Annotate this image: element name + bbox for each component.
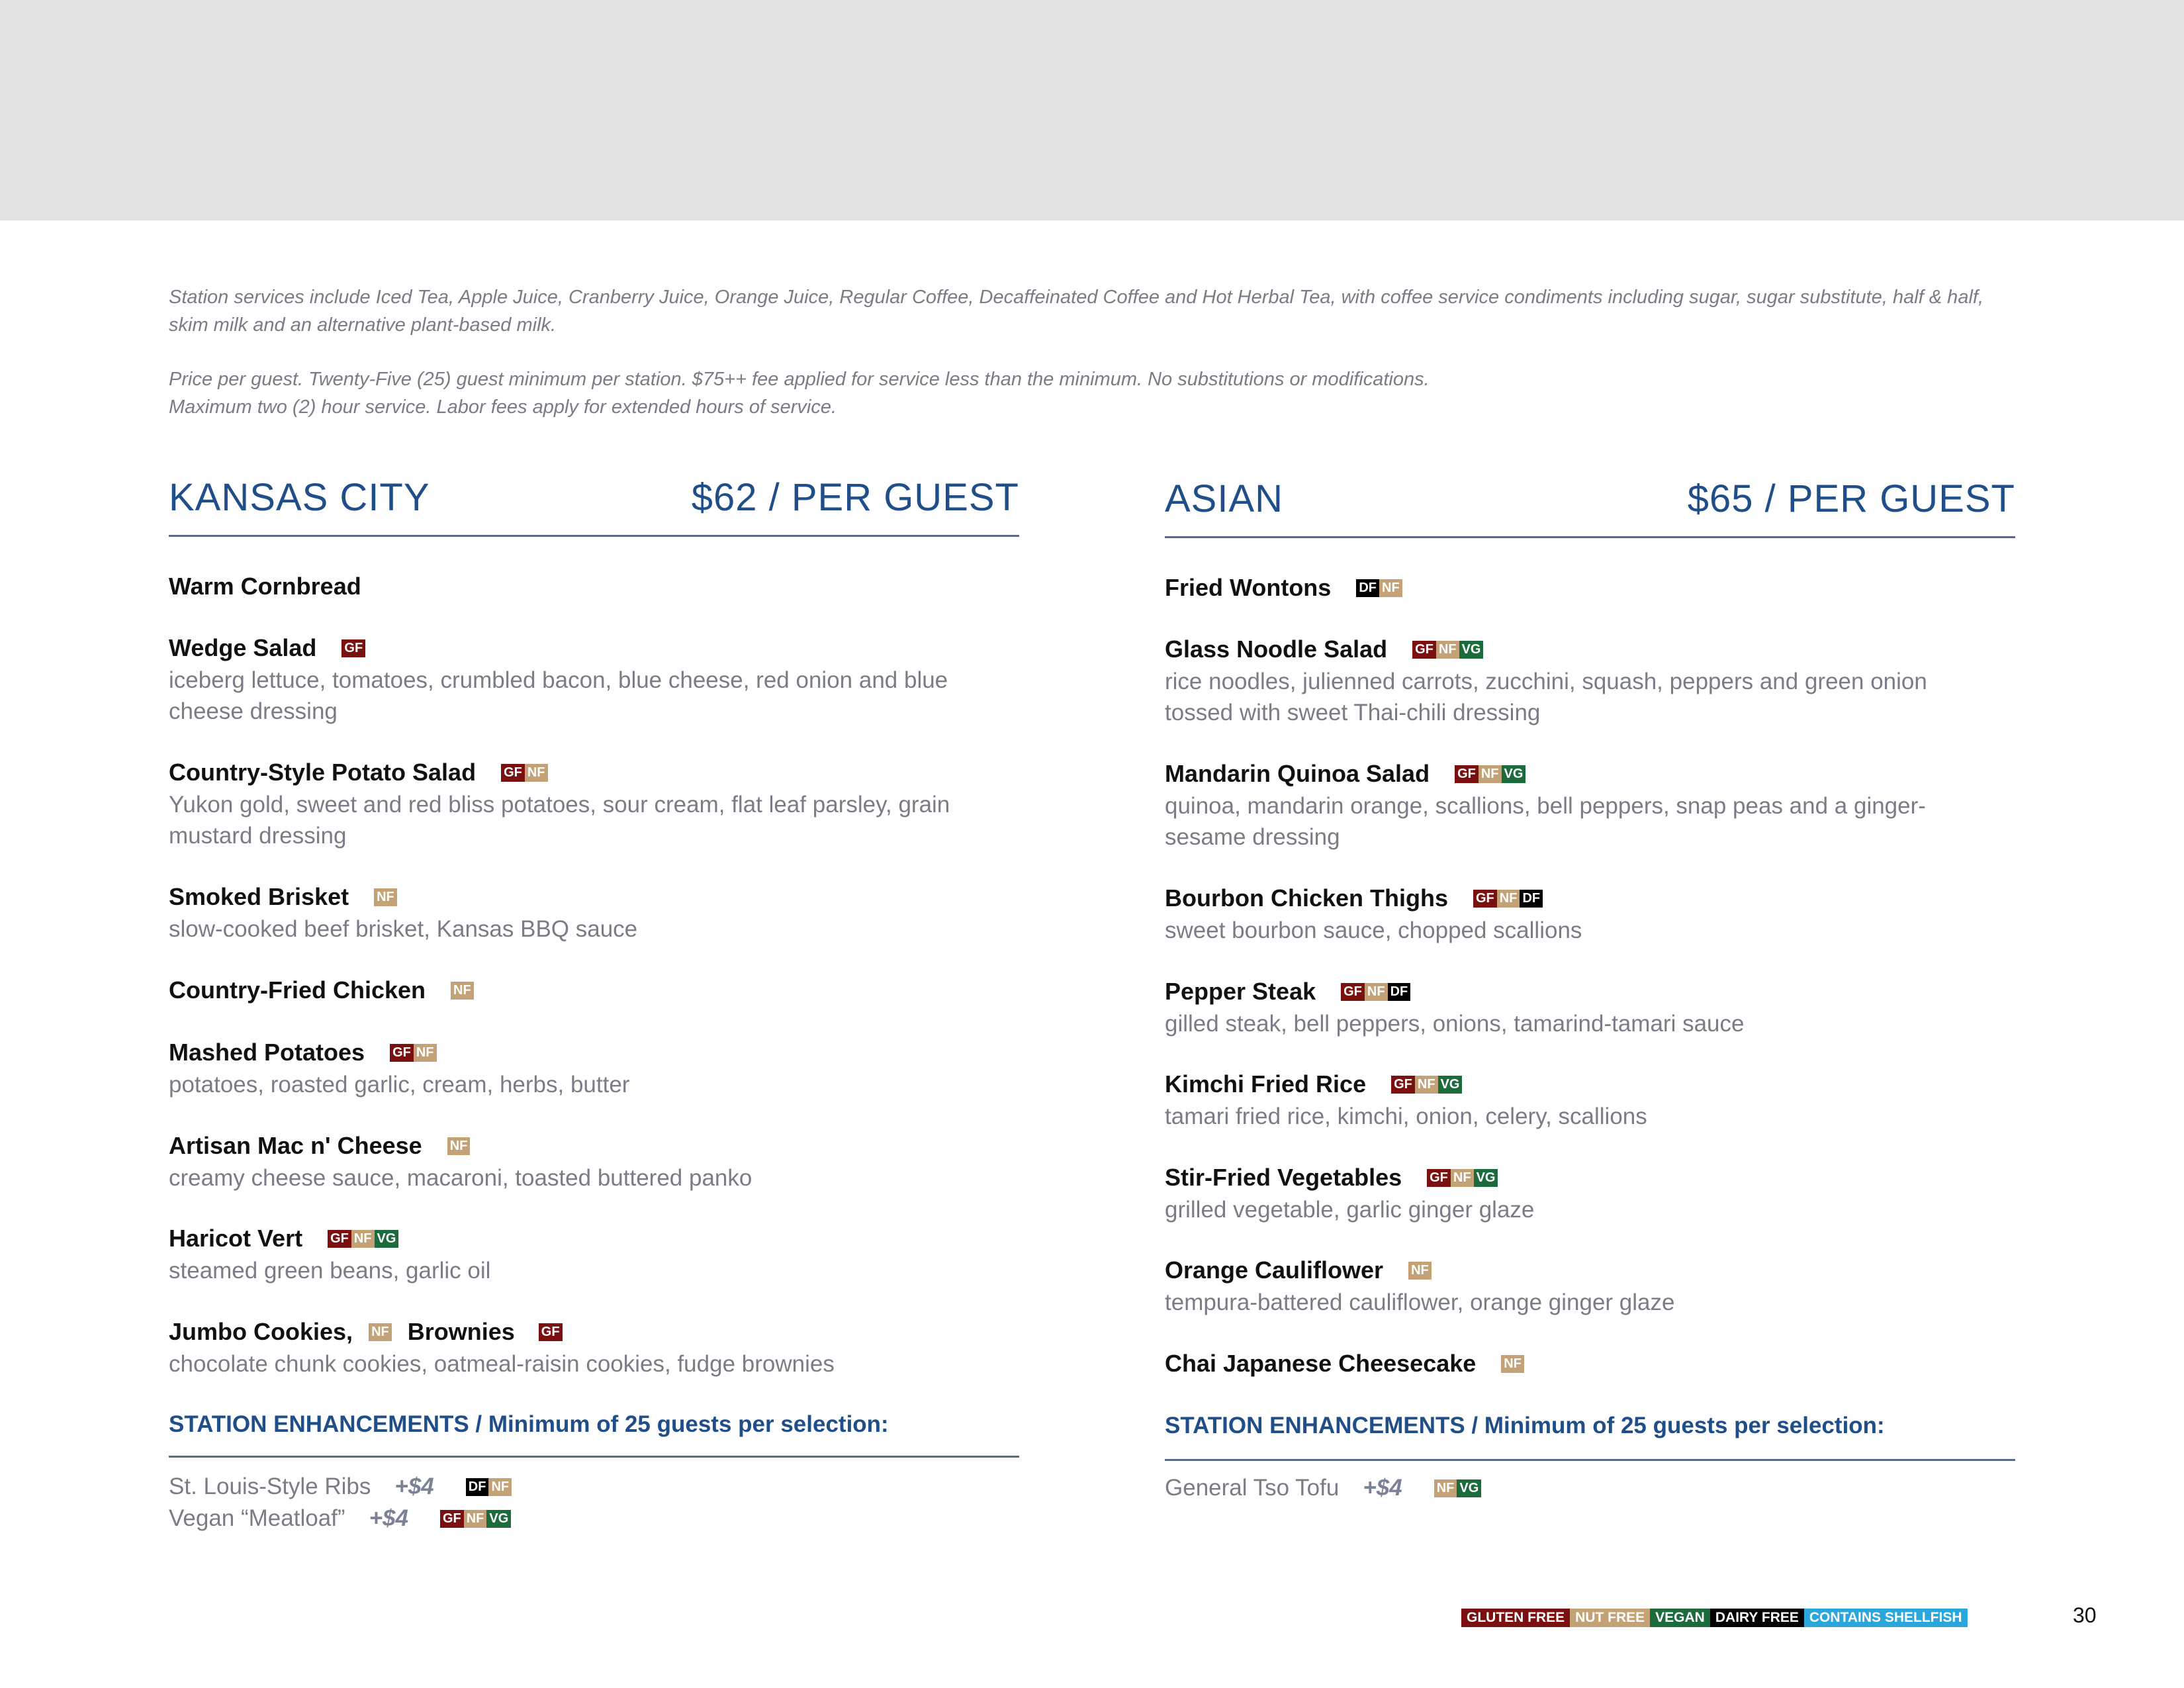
enhancement-name: St. Louis-Style Ribs — [169, 1474, 371, 1499]
nut-free-badge: NF — [414, 1044, 437, 1062]
menu-item-description: potatoes, roasted garlic, cream, herbs, butter — [169, 1072, 630, 1098]
legend-contains-shellfish: CONTAINS SHELLFISH — [1804, 1609, 1968, 1627]
kansas-city-header — [169, 471, 1019, 544]
dietary-badges — [1356, 579, 1402, 597]
station-services-text: Station services include Iced Tea, Apple Juice, Cranberry Juice, Orange Juice, Regular Coffee, Decaffeinated Coffee and Hot Herbal Tea, with coffee service condiments including sugar, sugar substitute, half & half, skim milk and an alternative plant-based milk. — [169, 287, 1984, 336]
menu-item-name: Pepper Steak — [1165, 978, 1316, 1005]
menu-item — [169, 756, 1019, 851]
dairy-free-badge: DF — [1356, 579, 1379, 597]
gluten-free-badge: GF — [1412, 641, 1436, 659]
menu-item-description: Yukon gold, sweet and red bliss potatoes, sour cream, flat leaf parsley, grain mustard dressing — [169, 792, 950, 849]
dietary-badges — [501, 764, 547, 782]
asian-station — [1165, 0, 2015, 1688]
menu-item-description: steamed green beans, garlic oil — [169, 1258, 491, 1284]
menu-item-name-secondary: Brownies — [407, 1318, 515, 1345]
header-divider — [1165, 536, 2015, 538]
gluten-free-badge: GF — [390, 1044, 414, 1062]
menu-item — [169, 1129, 1019, 1194]
legend-vegan: VEGAN — [1650, 1609, 1710, 1627]
menu-item-description: gilled steak, bell peppers, onions, tamarind-tamari sauce — [1165, 1011, 1745, 1037]
nut-free-badge: NF — [1451, 1169, 1474, 1187]
nut-free-badge: NF — [488, 1478, 512, 1496]
menu-item — [1165, 1068, 2015, 1132]
vegan-badge: VG — [1457, 1479, 1481, 1497]
menu-item-name: Warm Cornbread — [169, 573, 361, 600]
station-title: KANSAS CITY — [169, 476, 430, 519]
menu-item-name: Haricot Vert — [169, 1225, 303, 1252]
nut-free-badge: NF — [1436, 641, 1459, 659]
kansas-city-station — [169, 0, 1019, 1688]
asian-header — [1165, 473, 2015, 545]
enhancement-item — [169, 1503, 511, 1534]
gluten-free-badge: GF — [1427, 1169, 1451, 1187]
nut-free-badge: NF — [464, 1510, 487, 1528]
menu-item-name: Mandarin Quinoa Salad — [1165, 760, 1430, 787]
legend-gluten-free: GLUTEN FREE — [1461, 1609, 1570, 1627]
menu-item — [169, 1036, 1019, 1100]
dietary-badges — [466, 1478, 512, 1496]
gluten-free-badge: GF — [328, 1230, 351, 1248]
menu-item — [1165, 1347, 2015, 1380]
menu-item-name: Stir-Fried Vegetables — [1165, 1164, 1402, 1191]
nut-free-badge: NF — [1365, 983, 1388, 1001]
enhancements-title: STATION ENHANCEMENTS / Minimum of 25 guests per selection: — [169, 1411, 889, 1437]
menu-item-description: tempura-battered cauliflower, orange ginger glaze — [1165, 1289, 1675, 1315]
pricing-line-2: Maximum two (2) hour service. Labor fees apply for extended hours of service. — [169, 397, 837, 418]
menu-item-name: Wedge Salad — [169, 634, 317, 661]
nut-free-badge: NF — [1415, 1076, 1438, 1094]
menu-item-description: sweet bourbon sauce, chopped scallions — [1165, 917, 1582, 943]
enhancement-price: +$4 — [1363, 1475, 1402, 1501]
nut-free-badge: NF — [1501, 1355, 1524, 1373]
menu-item-name: Country-Style Potato Salad — [169, 759, 477, 786]
dietary-badges — [390, 1044, 436, 1062]
enhancement-name: Vegan “Meatloaf” — [169, 1505, 345, 1531]
dietary-badges — [1341, 983, 1410, 1001]
nut-free-badge: NF — [1434, 1479, 1457, 1497]
menu-item-name: Glass Noodle Salad — [1165, 635, 1388, 663]
dietary-badges — [369, 1323, 392, 1341]
vegan-badge: VG — [1459, 641, 1484, 659]
header-divider — [169, 535, 1019, 537]
menu-item-description: quinoa, mandarin orange, scallions, bell peppers, snap peas and a ginger-sesame dressing — [1165, 793, 1926, 850]
menu-item — [169, 632, 1019, 727]
enhancement-name: General Tso Tofu — [1165, 1475, 1340, 1501]
gluten-free-badge: GF — [440, 1510, 464, 1528]
dietary-badges — [1391, 1076, 1462, 1094]
nut-free-badge: NF — [374, 888, 397, 906]
menu-item-name: Fried Wontons — [1165, 574, 1332, 601]
gluten-free-badge: GF — [1391, 1076, 1415, 1094]
dietary-badges — [1501, 1355, 1524, 1373]
dairy-free-badge: DF — [466, 1478, 489, 1496]
enhancement-price: +$4 — [394, 1474, 434, 1499]
menu-item — [1165, 757, 2015, 853]
menu-item-description: slow-cooked beef brisket, Kansas BBQ sauce — [169, 916, 638, 942]
menu-item-description: grilled vegetable, garlic ginger glaze — [1165, 1197, 1535, 1223]
vegan-badge: VG — [1502, 765, 1526, 783]
dietary-badges — [1434, 1479, 1482, 1497]
nut-free-badge: NF — [351, 1230, 375, 1248]
menu-item — [1165, 633, 2015, 728]
page-number: 30 — [2073, 1603, 2097, 1627]
enhancement-price: +$4 — [369, 1505, 408, 1531]
vegan-badge: VG — [375, 1230, 399, 1248]
enhancement-item — [169, 1471, 512, 1503]
dietary-badges — [447, 1137, 471, 1155]
dairy-free-badge: DF — [1388, 983, 1411, 1001]
menu-item-name: Jumbo Cookies, — [169, 1318, 353, 1345]
nut-free-badge: NF — [369, 1323, 392, 1341]
menu-item — [1165, 1161, 2015, 1225]
gluten-free-badge: GF — [341, 639, 365, 657]
menu-item-description: chocolate chunk cookies, oatmeal-raisin cookies, fudge brownies — [169, 1351, 835, 1377]
dietary-badges — [440, 1510, 511, 1528]
enhancements-divider — [1165, 1459, 2015, 1461]
menu-item-name: Orange Cauliflower — [1165, 1256, 1384, 1284]
nut-free-badge: NF — [1479, 765, 1502, 783]
menu-item — [169, 974, 1019, 1007]
legend-nut-free: NUT FREE — [1570, 1609, 1650, 1627]
menu-item-description: iceberg lettuce, tomatoes, crumbled bacon, blue cheese, red onion and blue cheese dressing — [169, 667, 948, 724]
nut-free-badge: NF — [1408, 1262, 1432, 1280]
menu-item-description: rice noodles, julienned carrots, zucchini, squash, peppers and green onion tossed with sweet Thai-chili dressing — [1165, 669, 1927, 726]
gluten-free-badge: GF — [501, 764, 525, 782]
nut-free-badge: NF — [451, 982, 474, 1000]
dietary-badges — [1427, 1169, 1498, 1187]
gluten-free-badge: GF — [1473, 890, 1497, 908]
dietary-badges — [1412, 641, 1483, 659]
menu-item-name: Artisan Mac n' Cheese — [169, 1132, 422, 1159]
vegan-badge: VG — [1474, 1169, 1498, 1187]
menu-item — [169, 880, 1019, 945]
dairy-free-badge: DF — [1520, 890, 1543, 908]
dietary-badges — [539, 1323, 563, 1341]
nut-free-badge: NF — [525, 764, 548, 782]
dietary-badges — [451, 982, 474, 1000]
menu-item-name: Mashed Potatoes — [169, 1039, 365, 1066]
enhancement-item — [1165, 1472, 1481, 1504]
menu-item — [1165, 1254, 2015, 1318]
menu-item — [1165, 882, 2015, 946]
menu-item — [169, 1222, 1019, 1286]
gluten-free-badge: GF — [1341, 983, 1365, 1001]
station-price: $62 / PER GUEST — [691, 476, 1019, 519]
dietary-badges — [1473, 890, 1543, 908]
nut-free-badge: NF — [1379, 579, 1402, 597]
menu-item-name: Country-Fried Chicken — [169, 976, 426, 1004]
dietary-badges — [341, 639, 365, 657]
dietary-badges — [328, 1230, 398, 1248]
menu-item-description: tamari fried rice, kimchi, onion, celery, scallions — [1165, 1103, 1647, 1129]
menu-item — [1165, 975, 2015, 1039]
enhancements-divider — [169, 1456, 1019, 1458]
menu-item-name: Bourbon Chicken Thighs — [1165, 884, 1448, 912]
vegan-badge: VG — [1438, 1076, 1463, 1094]
gluten-free-badge: GF — [1455, 765, 1479, 783]
nut-free-badge: NF — [447, 1137, 471, 1155]
gluten-free-badge: GF — [539, 1323, 563, 1341]
menu-item — [169, 1315, 1019, 1380]
menu-item-name: Smoked Brisket — [169, 883, 349, 910]
pricing-line-1: Price per guest. Twenty-Five (25) guest minimum per station. $75++ fee applied for service less than the minimum. No substitutions or modifications. — [169, 369, 1430, 390]
nut-free-badge: NF — [1497, 890, 1520, 908]
menu-item-description: creamy cheese sauce, macaroni, toasted buttered panko — [169, 1165, 752, 1191]
station-title: ASIAN — [1165, 477, 1284, 520]
menu-item-name: Chai Japanese Cheesecake — [1165, 1350, 1477, 1377]
dietary-badges — [1455, 765, 1525, 783]
dietary-badges — [1408, 1262, 1432, 1280]
menu-item — [169, 570, 1019, 603]
station-price: $65 / PER GUEST — [1687, 477, 2015, 520]
enhancements-title: STATION ENHANCEMENTS / Minimum of 25 guests per selection: — [1165, 1413, 1885, 1438]
menu-item-name: Kimchi Fried Rice — [1165, 1070, 1367, 1098]
vegan-badge: VG — [486, 1510, 511, 1528]
menu-item — [1165, 571, 2015, 604]
legend-dairy-free: DAIRY FREE — [1710, 1609, 1804, 1627]
dietary-badges — [374, 888, 397, 906]
dietary-legend — [1461, 1609, 1968, 1627]
